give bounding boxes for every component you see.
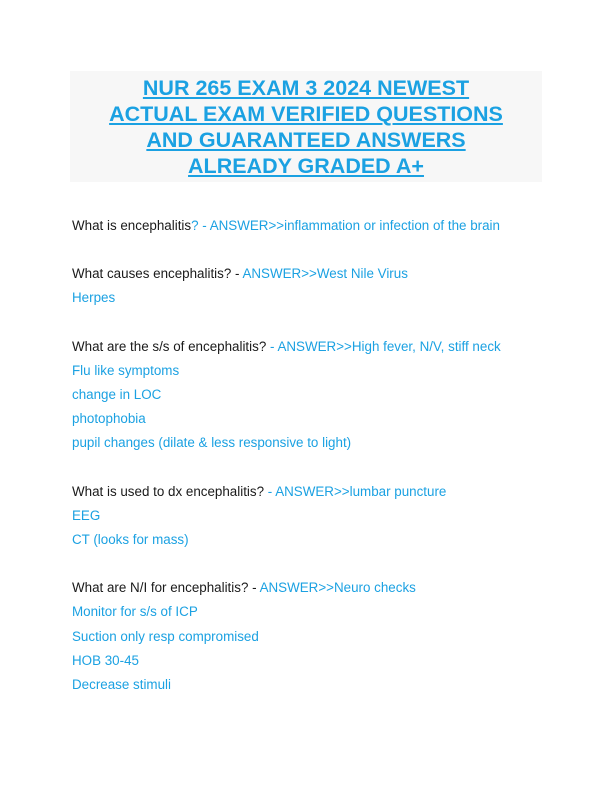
qa-item (72, 266, 408, 282)
answer-line: Herpes (72, 290, 116, 305)
answer-line: photophobia (72, 411, 146, 426)
answer-line: Monitor for s/s of ICP (72, 604, 198, 619)
qa-item (72, 339, 501, 355)
answer-text: ANSWER>>West Nile Virus (242, 266, 408, 281)
answer-line: pupil changes (dilate & less responsive to light) (72, 435, 352, 450)
question-text: What are N/I for encephalitis? - (72, 580, 260, 595)
title-line: ACTUAL EXAM VERIFIED QUESTIONS (109, 102, 503, 126)
question-text: What is used to dx encephalitis? (72, 484, 265, 499)
answer-line: HOB 30-45 (72, 653, 139, 668)
question-text: What is encephalitis (72, 218, 192, 233)
title-line: NUR 265 EXAM 3 2024 NEWEST (142, 76, 470, 100)
question-text: What causes encephalitis? - (72, 266, 243, 281)
answer-line: Decrease stimuli (72, 677, 171, 692)
document-title (70, 71, 542, 182)
answer-line: change in LOC (72, 387, 162, 402)
qa-item (72, 218, 500, 234)
answer-line: Flu like symptoms (72, 363, 180, 378)
answer-text: ANSWER>>Neuro checks (259, 580, 416, 595)
qa-item (72, 580, 416, 596)
answer-line: CT (looks for mass) (72, 532, 189, 547)
answer-text: ? - ANSWER>>inflammation or infection of the brain (191, 218, 500, 233)
qa-item (72, 484, 446, 500)
answer-line: Suction only resp compromised (72, 629, 259, 644)
answer-text: - ANSWER>>High fever, N/V, stiff neck (266, 339, 501, 354)
answer-line: EEG (72, 508, 101, 523)
title-line: ALREADY GRADED A+ (188, 154, 424, 178)
title-line: AND GUARANTEED ANSWERS (146, 128, 466, 152)
answer-text: - ANSWER>>lumbar puncture (264, 484, 447, 499)
question-text: What are the s/s of encephalitis? (72, 339, 267, 354)
